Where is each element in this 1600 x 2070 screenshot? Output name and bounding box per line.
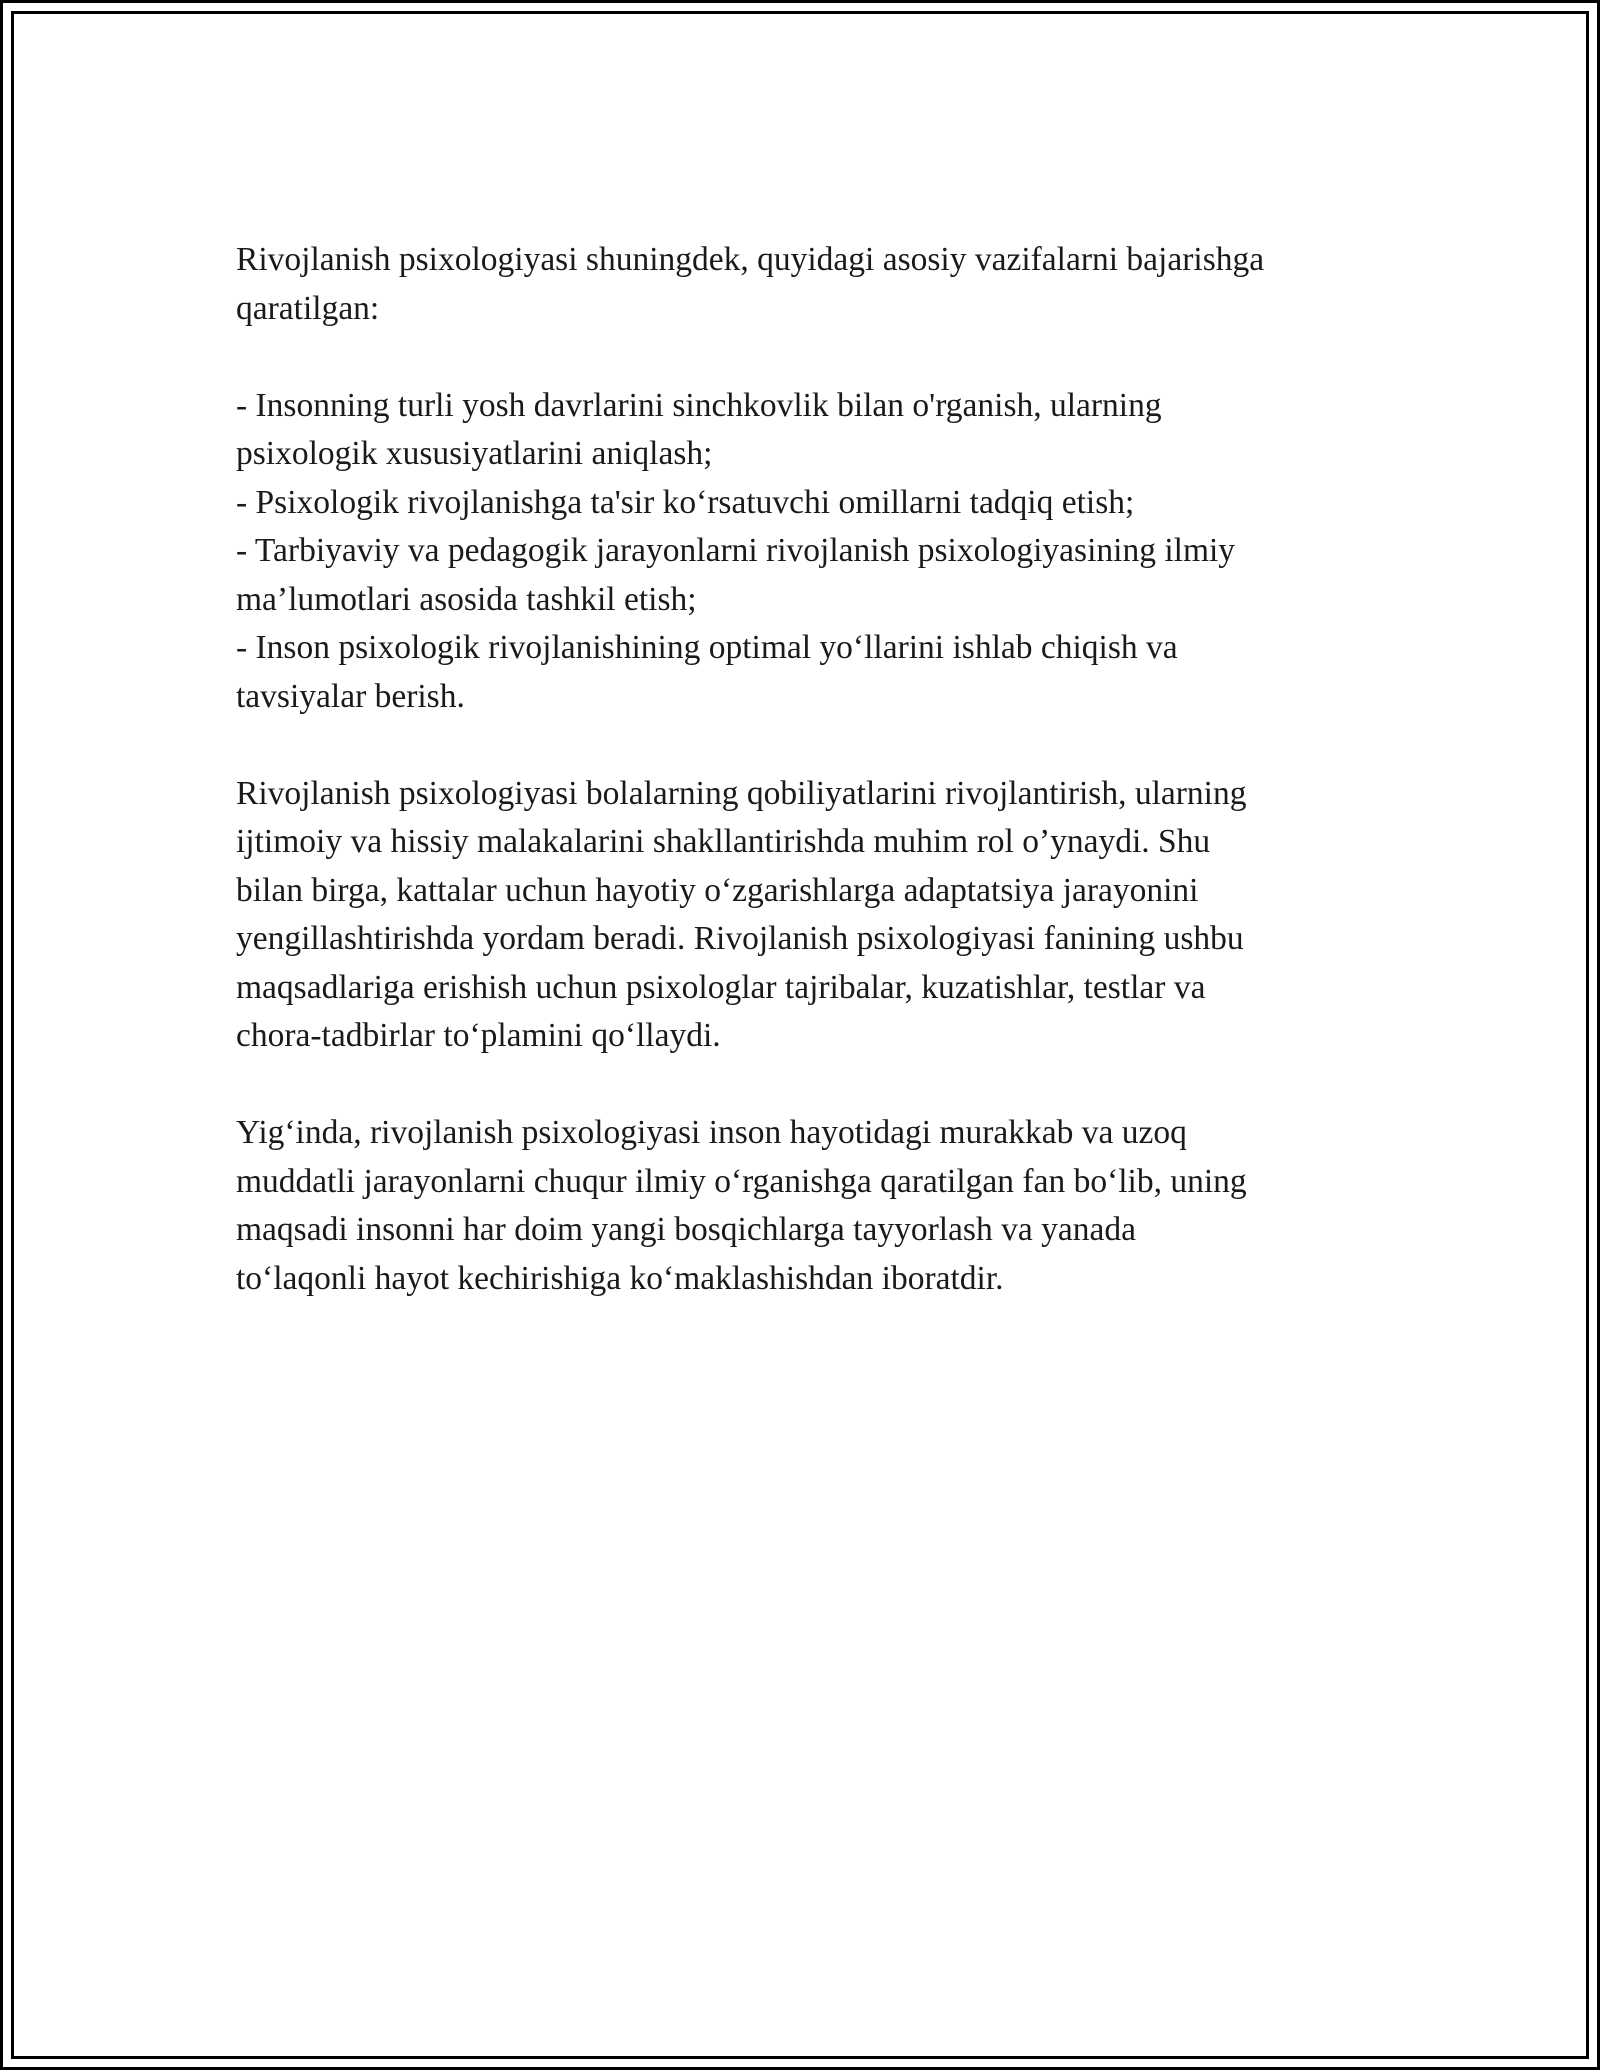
text-line: qaratilgan: — [236, 289, 380, 327]
text-line: maqsadi insonni har doim yangi bosqichlarga tayyorlash va yanada — [236, 1211, 1136, 1248]
text-line: ijtimoiy va hissiy malakalarini shakllantirishda muhim rol o’ynaydi. Shu — [236, 823, 1211, 860]
list-item-line: psixologik xususiyatlarini aniqlash; — [236, 435, 713, 472]
paragraph-intro — [236, 236, 1376, 333]
paragraph-role — [236, 770, 1376, 1061]
list-item-line: tavsiyalar berish. — [236, 677, 465, 715]
list-item-line: - Insonning turli yosh davrlarini sinchkovlik bilan o'rganish, ularning — [236, 386, 1162, 424]
text-line: Rivojlanish psixologiyasi shuningdek, quyidagi asosiy vazifalarni bajarishga — [236, 241, 1265, 278]
text-line: Rivojlanish psixologiyasi bolalarning qobiliyatlarini rivojlantirish, ularning — [236, 774, 1247, 812]
text-line: yengillashtirishda yordam beradi. Rivojlanish psixologiyasi fanining ushbu — [236, 920, 1244, 957]
list-item-line: - Tarbiyaviy va pedagogik jarayonlarni rivojlanish psixologiyasining ilmiy — [236, 532, 1236, 569]
text-line: chora-tadbirlar to‘plamini qo‘llaydi. — [236, 1017, 721, 1054]
document-body — [236, 236, 1376, 1352]
list-item-line: - Inson psixologik rivojlanishining optimal yo‘llarini ishlab chiqish va — [236, 629, 1178, 666]
list-item-line: - Psixologik rivojlanishga ta'sir ko‘rsatuvchi omillarni tadqiq etish; — [236, 483, 1135, 521]
text-line: maqsadlariga erishish uchun psixologlar tajribalar, kuzatishlar, testlar va — [236, 968, 1206, 1006]
paragraph-task-list — [236, 382, 1376, 722]
text-line: to‘laqonli hayot kechirishiga ko‘maklashishdan iboratdir. — [236, 1259, 1004, 1297]
text-line: Yig‘inda, rivojlanish psixologiyasi inson hayotidagi murakkab va uzoq — [236, 1114, 1187, 1151]
text-line: muddatli jarayonlarni chuqur ilmiy o‘rganishga qaratilgan fan bo‘lib, uning — [236, 1162, 1247, 1200]
text-line: bilan birga, kattalar uchun hayotiy o‘zgarishlarga adaptatsiya jarayonini — [236, 871, 1199, 909]
list-item-line: ma’lumotlari asosida tashkil etish; — [236, 580, 697, 618]
paragraph-conclusion — [236, 1109, 1376, 1303]
